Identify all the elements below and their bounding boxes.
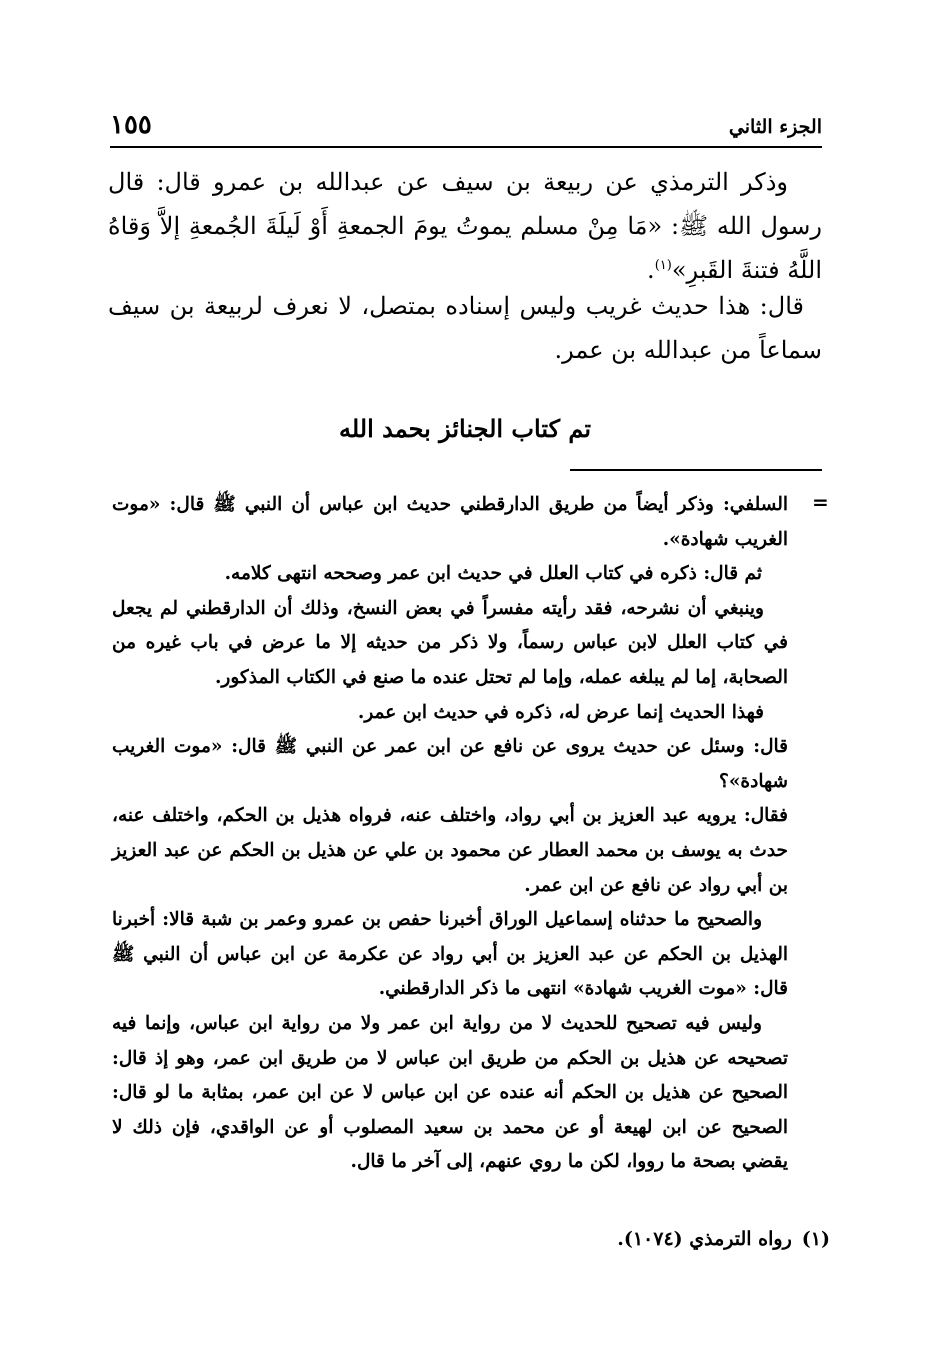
main-paragraph-2: قال: هذا حديث غريب وليس إسناده بمتصل، لا نعرف لربيعة بن سيف سماعاً من عبدالله بن عمر. (108, 292, 822, 364)
note-paragraph: قال: وسئل عن حديث يروى عن نافع عن ابن عمر عن النبي ﷺ قال: «موت الغريب شهادة»؟ (112, 736, 788, 792)
paragraph-1-end: . (647, 256, 655, 284)
footnote-text: رواه الترمذي (١٠٧٤). (617, 1228, 792, 1250)
page-header (110, 96, 822, 148)
footnote-reference: (١) (654, 258, 672, 273)
continuation-mark: = (812, 490, 829, 514)
chapter-closing: تم كتاب الجنائز بحمد الله (338, 414, 592, 443)
footnote-notes (112, 488, 788, 1180)
note-paragraph: والصحيح ما حدثناه إسماعيل الوراق أخبرنا حفص بن عمرو وعمر بن شبة قالا: أخبرنا الهذيل بن الحكم عن عبد العزيز بن أبي رواد عن عكرمة عن ابن عباس أن النبي ﷺ قال: «موت الغريب شهادة» انتهى ما ذكر الدارقطني. (112, 909, 788, 1000)
note-paragraph: فقال: يرويه عبد العزيز بن أبي رواد، واختلف عنه، فرواه هذيل بن الحكم، واختلف عنه، حدث به يوسف بن محمد العطار عن محمود بن علي عن هذيل بن الحكم عن عبد العزيز بن أبي رواد عن نافع عن ابن عمر. (112, 805, 788, 896)
note-paragraph: وليس فيه تصحيح للحديث لا من رواية ابن عمر ولا من رواية ابن عباس، وإنما فيه تصحيحه عن هذيل بن الحكم من طريق ابن عباس لا من طريق ابن عمر، وهو إذ قال: الصحيح عن هذيل بن الحكم أنه عنده عن ابن عباس لا عن ابن عمر، بمثابة ما لو قال: الصحيح عن ابن لهيعة أو عن محمد بن سعيد المصلوب أو عن الواقدي، فإن ذلك لا يقضي بصحة ما رووا، لكن ما روي عنهم، إلى آخر ما قال. (112, 1012, 788, 1173)
footnote-separator (570, 469, 822, 471)
note-paragraph: ثم قال: ذكره في كتاب العلل في حديث ابن عمر وصححه انتهى كلامه. (224, 563, 762, 585)
note-paragraph: وينبغي أن نشرحه، فقد رأيته مفسراً في بعض النسخ، وذلك أن الدارقطني لم يجعل في كتاب العلل لابن عباس رسماً، ولا ذكر من حديثه إلا ما عرض في باب غيره من الصحابة، إما لم يبلغه عمله، وإما لم تحتل عنده ما صنع في الكتاب المذكور. (112, 597, 788, 688)
hadith-quote: «مَا مِنْ مسلم يموتُ يومَ الجمعةِ أَوْ لَيلَةَ الجُمعةِ إلاَّ وَقاهُ اللَّهُ فتنةَ القَبرِ» (108, 212, 822, 284)
footnote-number: (١) (801, 1228, 830, 1250)
note-paragraph: السلفي: وذكر أيضاً من طريق الدارقطني حديث ابن عباس أن النبي ﷺ قال: «موت الغريب شهادة». (112, 494, 788, 550)
note-paragraph: فهذا الحديث إنما عرض له، ذكره في حديث ابن عمر. (357, 701, 764, 723)
footnote (300, 1222, 830, 1256)
main-paragraph-1 (108, 160, 822, 292)
paragraph-1-lead: وذكر الترمذي عن ربيعة بن سيف عن عبدالله بن عمرو قال: قال رسول الله ﷺ: (108, 168, 822, 240)
page-number: ١٥٥ (110, 110, 152, 140)
running-title: الجزء الثاني (728, 116, 822, 138)
